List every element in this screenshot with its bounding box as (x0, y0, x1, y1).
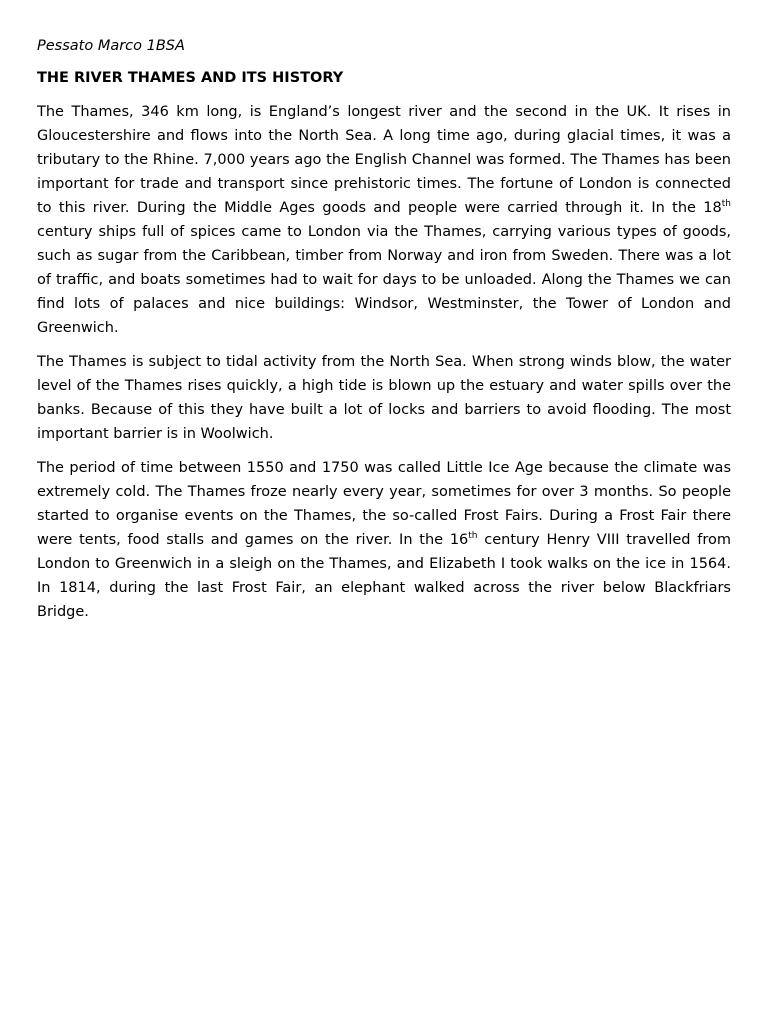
paragraph-frost-fairs (37, 456, 731, 624)
author-line: Pessato Marco 1BSA (37, 38, 185, 54)
paragraph-frost-fairs-text-a: The period of time between 1550 and 1750 was called Little Ice Age because the climate was extremely cold. The Thames froze nearly every year, sometimes for over 3 months. So people started to organise events on the Thames, the so-called Frost Fairs. During a Frost Fair there were tents, food stalls and games on the river. In the 16 (37, 460, 731, 548)
paragraph-tides: The Thames is subject to tidal activity from the North Sea. When strong winds blow, the water level of the Thames rises quickly, a high tide is blown up the estuary and water spills over the banks. Because of this they have built a lot of locks and barriers to avoid flooding. The most important barrier is in Woolwich. (37, 354, 731, 442)
ordinal-suffix: th (721, 199, 731, 210)
paragraph-frost-fairs-text-b: century Henry VIII travelled from London to Greenwich in a sleigh on the Thames, and Elizabeth I took walks on the ice in 1564. In 1814, during the last Frost Fair, an elephant walked across the river below Blackfriars Bridge. (37, 532, 731, 620)
paragraph-history (37, 100, 731, 340)
paragraph-history-text-a: The Thames, 346 km long, is England’s longest river and the second in the UK. It rises in Gloucestershire and flows into the North Sea. A long time ago, during glacial times, it was a tributary to the Rhine. 7,000 years ago the English Channel was formed. The Thames has been important for trade and transport since prehistoric times. The fortune of London is connected to this river. During the Middle Ages goods and people were carried through it. In the 18 (37, 104, 731, 216)
document-page (37, 36, 731, 634)
ordinal-suffix: th (468, 531, 478, 542)
paragraph-history-text-b: century ships full of spices came to London via the Thames, carrying various types of goods, such as sugar from the Caribbean, timber from Norway and iron from Sweden. There was a lot of traffic, and boats sometimes had to wait for days to be unloaded. Along the Thames we can find lots of palaces and nice buildings: Windsor, Westminster, the Tower of London and Greenwich. (37, 224, 731, 336)
document-title: THE RIVER THAMES AND ITS HISTORY (37, 70, 344, 86)
